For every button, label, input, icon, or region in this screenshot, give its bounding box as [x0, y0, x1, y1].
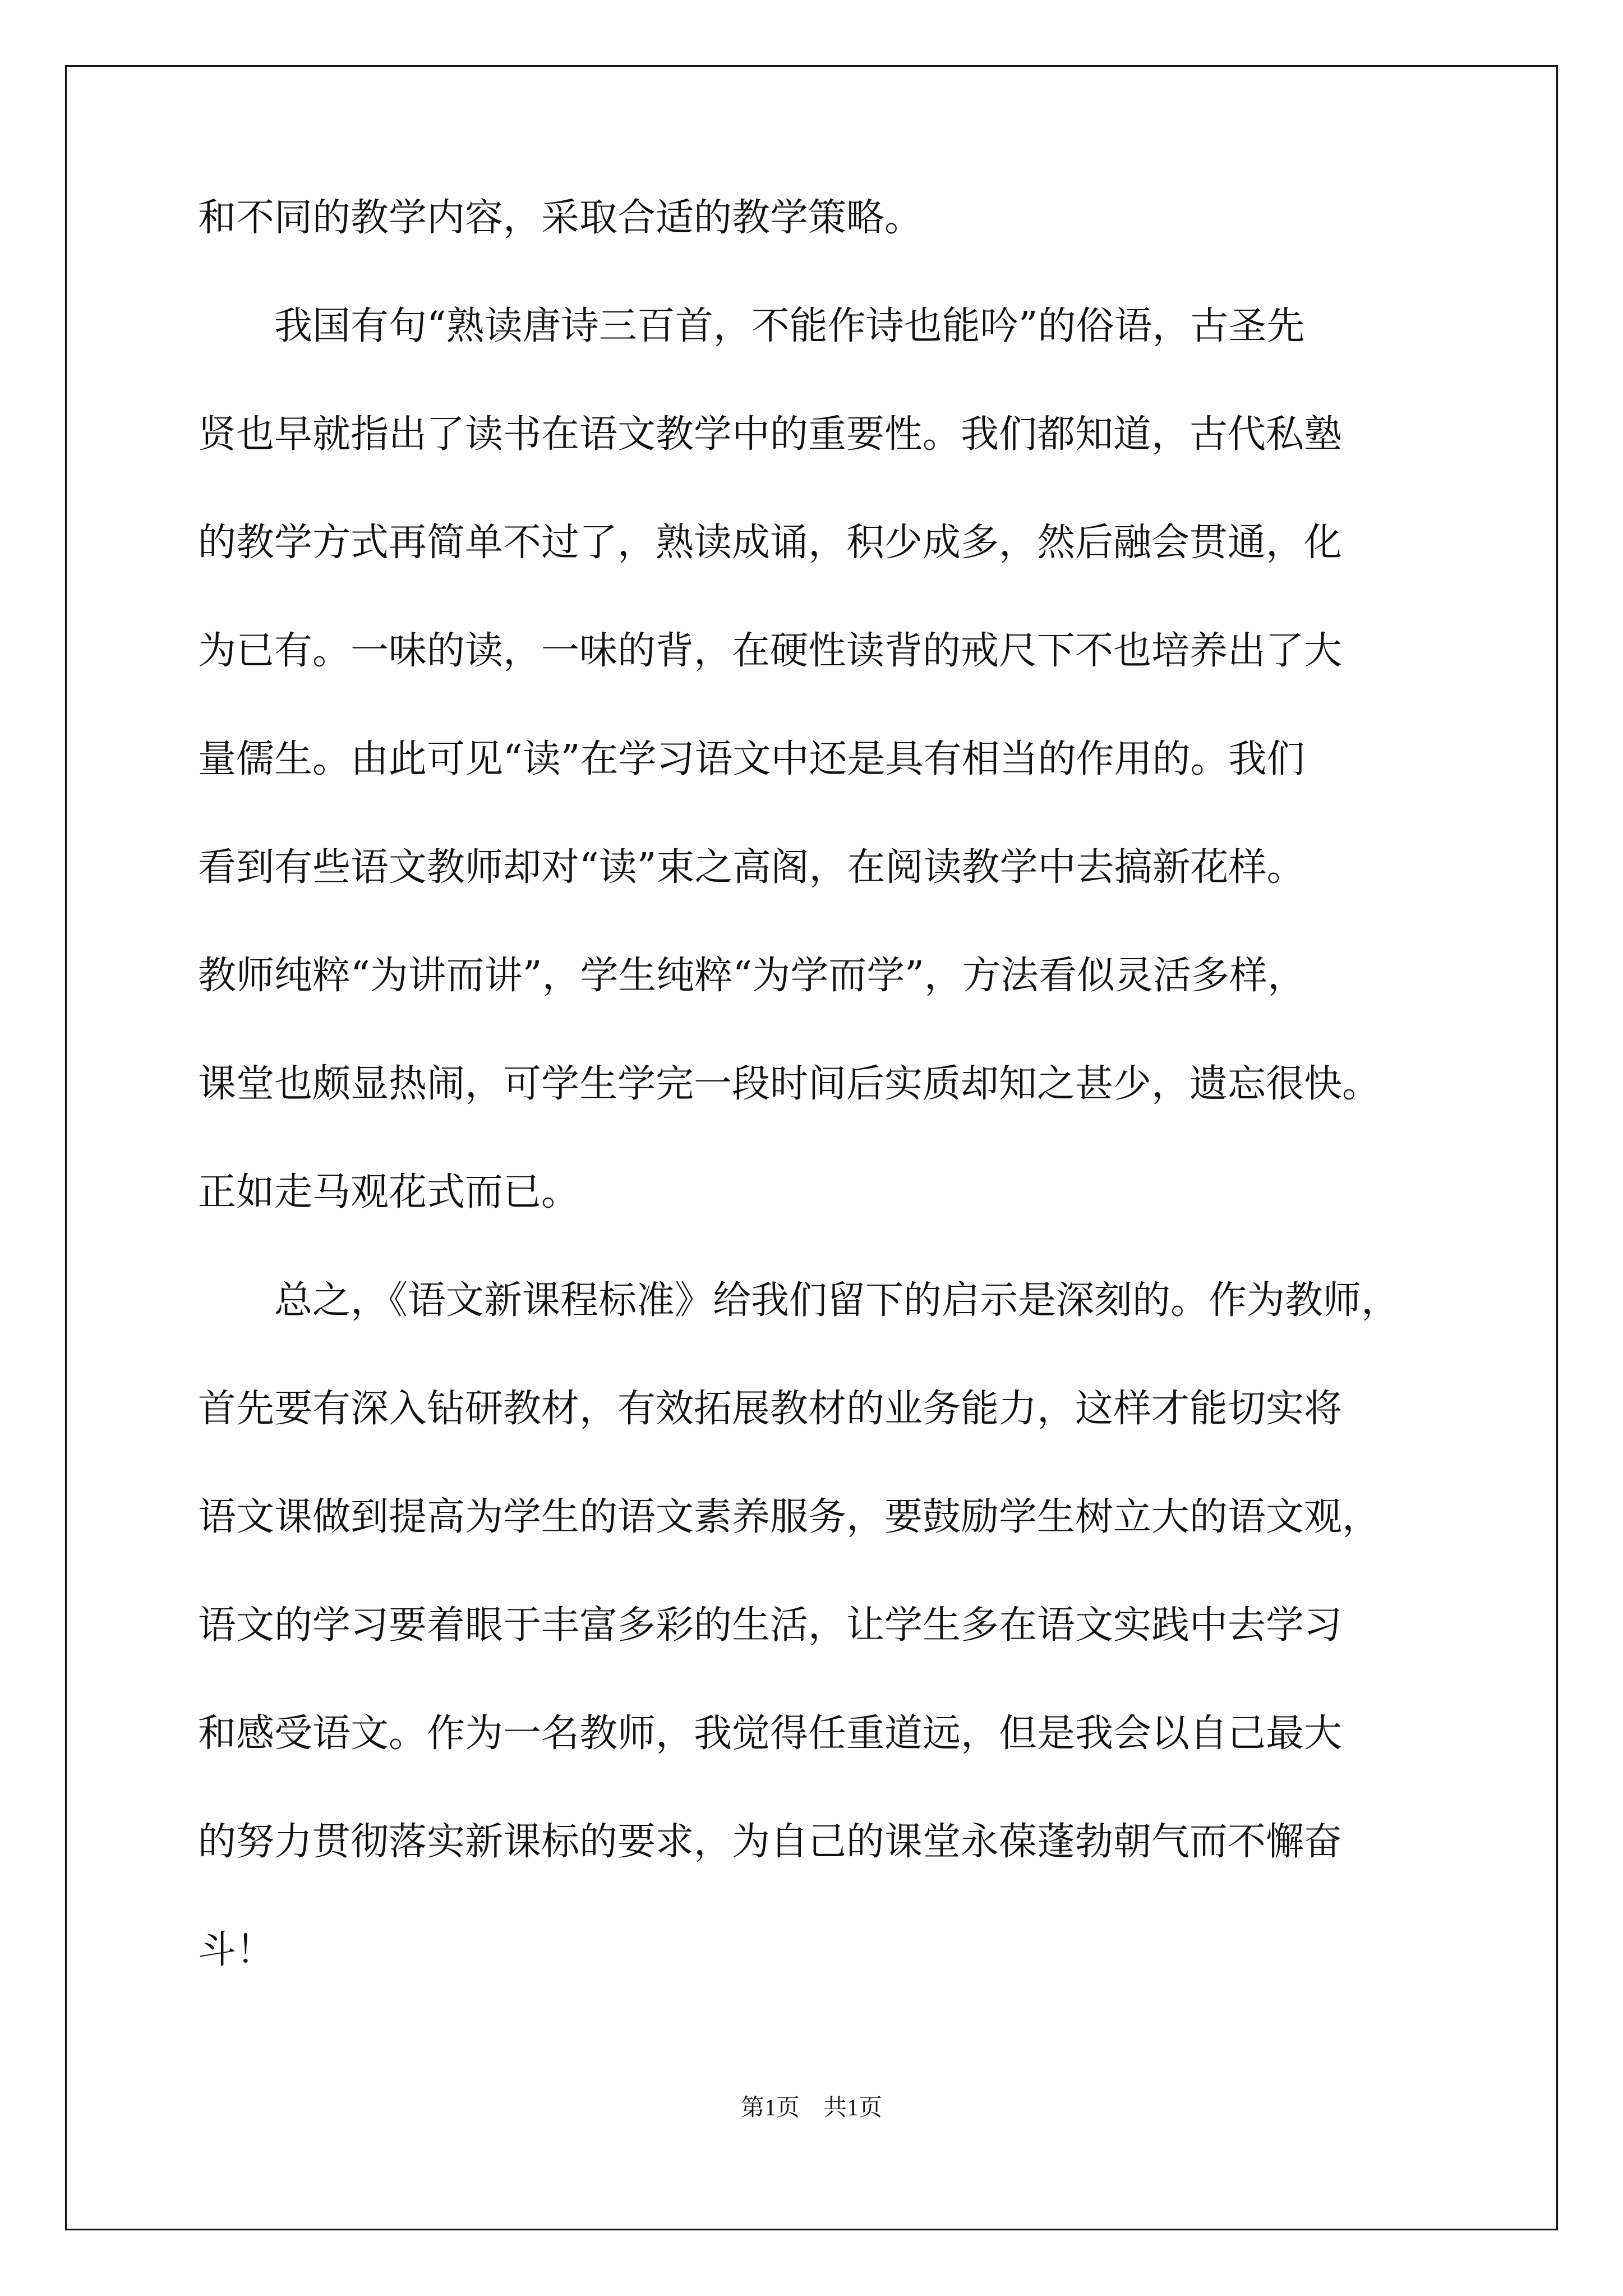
text-line: 为已有。一味的读，一味的背，在硬性读背的戒尺下不也培养出了大	[198, 629, 1343, 673]
text-line: 我国有句“熟读唐诗三百首，不能作诗也能吟”的俗语，古圣先	[198, 304, 1305, 348]
text-line: 的努力贯彻落实新课标的要求，为自己的课堂永葆蓬勃朝气而不懈奋	[198, 1820, 1343, 1864]
page-border	[65, 65, 1558, 2230]
text-line: 贤也早就指出了读书在语文教学中的重要性。我们都知道，古代私塾	[198, 412, 1343, 457]
text-line: 正如走马观花式而已。	[198, 1170, 580, 1214]
text-line: 量儒生。由此可见“读”在学习语文中还是具有相当的作用的。我们	[198, 737, 1305, 781]
text-line: 的教学方式再简单不过了，熟读成诵，积少成多，然后融会贯通，化	[198, 521, 1343, 565]
text-line: 总之，《语文新课程标准》给我们留下的启示是深刻的。作为教师，	[198, 1278, 1400, 1323]
text-line: 和不同的教学内容，采取合适的教学策略。	[198, 196, 923, 240]
text-line: 看到有些语文教师却对“读”束之高阁，在阅读教学中去搞新花样。	[198, 845, 1305, 890]
page-number-footer: 第1页 共1页	[740, 2095, 882, 2121]
text-line: 首先要有深入钻研教材，有效拓展教材的业务能力，这样才能切实将	[198, 1387, 1343, 1431]
text-line: 语文课做到提高为学生的语文素养服务，要鼓励学生树立大的语文观，	[198, 1495, 1381, 1539]
text-line: 语文的学习要着眼于丰富多彩的生活，让学生多在语文实践中去学习	[198, 1603, 1343, 1648]
text-line: 课堂也颇显热闹，可学生学完一段时间后实质却知之甚少，遗忘很快。	[198, 1062, 1381, 1106]
text-line: 和感受语文。作为一名教师，我觉得任重道远，但是我会以自己最大	[198, 1711, 1343, 1756]
text-line: 斗！	[198, 1928, 275, 1972]
text-line: 教师纯粹“为讲而讲”，学生纯粹“为学而学”，方法看似灵活多样，	[198, 954, 1306, 998]
